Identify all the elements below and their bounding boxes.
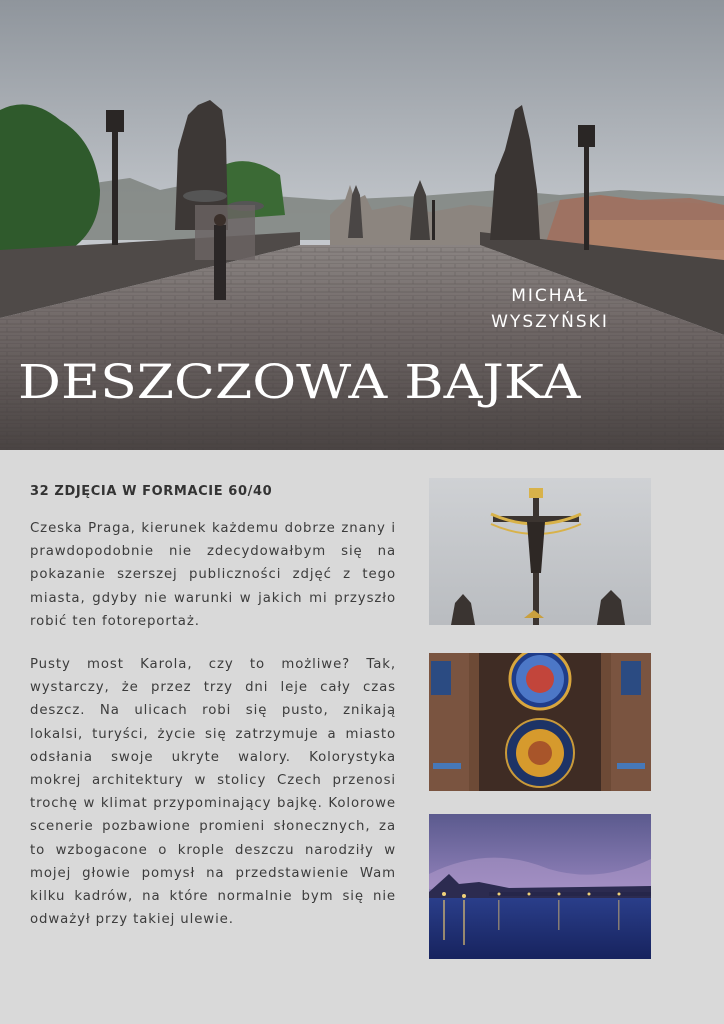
crucifix-photo xyxy=(429,478,651,625)
night-river-photo xyxy=(429,814,651,959)
astronomical-clock-photo xyxy=(429,653,651,791)
author-last-name: WYSZYŃSKI xyxy=(491,312,609,332)
astronomical-clock-image xyxy=(429,653,651,791)
prague-night-image xyxy=(429,814,651,959)
article-subtitle: 32 ZDJĘCIA W FORMACIE 60/40 xyxy=(30,484,273,499)
paragraph-1: Czeska Praga, kierunek każdemu dobrze znany i prawdopodobnie nie zdecydowałbym się na pokazanie szerszej publiczności zdjęć z tego miasta, gdyby nie warunki w jakich mi przyszło robić ten fotoreportaż. xyxy=(30,521,396,629)
author-first-name: MICHAŁ xyxy=(511,286,589,306)
page-title: DESZCZOWA BAJKA xyxy=(18,355,581,410)
article-body xyxy=(30,478,396,951)
crucifix-image xyxy=(429,478,651,625)
paragraph-2: Pusty most Karola, czy to możliwe? Tak, wystarczy, że przez trzy dni leje cały czas deszcz. Na ulicach robi się pusto, znikają lokalsi, turyści, życie się zatrzymuje a miasto odsłania swoje ukryte walory. Kolorystyka mokrej architektury w stolicy Czech przenosi trochę w klimat przypominający bajkę. Kolorowe scenerie pozbawione promieni słonecznych, za to wzbogacone o krople deszczu narodziły w mojej głowie pomysł na przedstawienie Wam kilku kadrów, na które normalnie bym się nie odważył przy takiej ulewie. xyxy=(30,657,396,928)
author-name xyxy=(470,283,630,335)
